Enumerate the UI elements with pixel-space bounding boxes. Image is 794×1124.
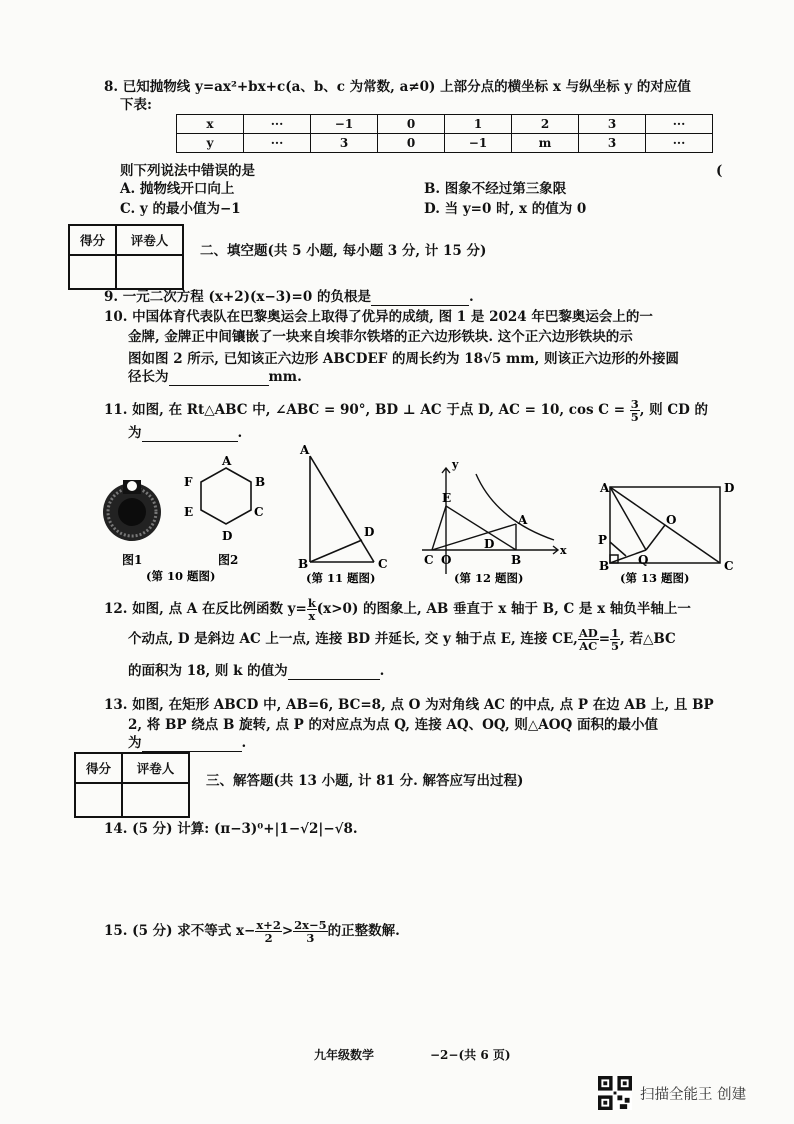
- hexagon-shape: [201, 468, 251, 524]
- grader-cell[interactable]: [116, 255, 183, 289]
- table-cell: 0: [378, 115, 445, 134]
- fig12-label-x: x: [560, 544, 567, 557]
- q11-prefix: 为: [128, 425, 142, 441]
- q9-text: [104, 288, 474, 306]
- q15-stem: 15. (5 分) 求不等式 x−: [104, 923, 256, 939]
- q15-gt: >: [281, 923, 294, 939]
- fig12-label-o: O: [441, 553, 452, 567]
- frac-numerator: k: [307, 596, 316, 610]
- table-cell: x: [177, 115, 244, 134]
- table-cell: −1: [311, 115, 378, 134]
- q13-line3: [128, 734, 246, 752]
- q15-fraction-1: [255, 919, 282, 944]
- qr-code-icon: [598, 1076, 632, 1110]
- q12-stem: 12. 如图, 点 A 在反比例函数 y=: [104, 601, 307, 617]
- fig13-label-c: C: [724, 559, 734, 573]
- q8-stem-line1: 8. 已知抛物线 y=ax²+bx+c(a、b、c 为常数, a≠0) 上部分点的横坐标 x 与纵坐标 y 的对应值: [104, 79, 691, 95]
- frac-numerator: 2x−5: [294, 918, 327, 932]
- hex-label-a: A: [222, 454, 232, 468]
- q12-period: .: [379, 663, 385, 679]
- score-box: [74, 752, 190, 818]
- table-cell: 1: [445, 115, 512, 134]
- q13-line1: 13. 如图, 在矩形 ABCD 中, AB=6, BC=8, 点 O 为对角线 AC 的中点, 点 P 在边 AB 上, 且 BP: [104, 697, 714, 713]
- frac-denominator: 3: [306, 931, 315, 945]
- fig12-label-c: C: [424, 553, 434, 567]
- q12-k-fraction: [307, 597, 317, 622]
- q15-fraction-2: [293, 919, 328, 944]
- fig13-label-b: B: [599, 559, 610, 573]
- table-cell: ···: [646, 134, 713, 153]
- q9-answer-blank[interactable]: [371, 305, 469, 306]
- score-header: 得分: [69, 225, 116, 255]
- q12-answer-blank[interactable]: [288, 679, 380, 680]
- grader-header: 评卷人: [122, 753, 189, 783]
- q12-stem-cont: (x>0) 的图象上, AB 垂直于 x 轴于 B, C 是 x 轴负半轴上一: [316, 601, 691, 617]
- q8-option-d: D. 当 y=0 时, x 的值为 0: [424, 201, 587, 217]
- grader-header: 评卷人: [116, 225, 183, 255]
- footer-page-number: −2−(共 6 页): [430, 1048, 511, 1062]
- q10-line1: 10. 中国体育代表队在巴黎奥运会上取得了优异的成绩, 图 1 是 2024 年巴黎奥运会上的一: [104, 309, 653, 325]
- fig11-label-d: D: [364, 525, 375, 539]
- q11-line1: [104, 396, 708, 424]
- score-cell[interactable]: [75, 783, 122, 817]
- table-row: [177, 115, 713, 134]
- fig11-label-a: A: [300, 443, 310, 457]
- grader-cell[interactable]: [122, 783, 189, 817]
- score-box: [68, 224, 184, 290]
- q12-stem-2-end: , 若△BC: [620, 631, 676, 647]
- footer-subject: 九年级数学: [314, 1048, 375, 1062]
- fig12-label-d: D: [484, 537, 495, 551]
- q12-equals: =: [598, 631, 611, 647]
- q8-option-b: B. 图象不经过第三象限: [424, 181, 567, 197]
- fig13-caption: (第 13 题图): [620, 571, 690, 585]
- table-cell: −1: [445, 134, 512, 153]
- q12-one-fifth-fraction: [610, 627, 620, 652]
- frac-denominator: 5: [630, 410, 639, 424]
- fig12-label-y: y: [452, 458, 459, 471]
- fig13-label-q: Q: [638, 553, 649, 567]
- q9-stem: 9. 一元二次方程 (x+2)(x−3)=0 的负根是: [104, 289, 371, 305]
- q8-answer-paren: (: [716, 163, 723, 179]
- table-cell: ···: [244, 134, 311, 153]
- q12-line3: [128, 662, 384, 680]
- fig1-caption: 图1: [122, 553, 143, 567]
- hex-label-f: F: [184, 475, 193, 489]
- hex-label-d: D: [222, 529, 233, 543]
- table-row: [177, 134, 713, 153]
- q11-stem: 11. 如图, 在 Rt△ABC 中, ∠ABC = 90°, BD ⊥ AC 于点 D, AC = 10, cos C =: [104, 402, 626, 418]
- q15-text: [104, 916, 400, 946]
- q9-period: .: [468, 289, 474, 305]
- fig12-label-e: E: [442, 491, 452, 505]
- fig11-triangle: [310, 456, 374, 562]
- q11-period: .: [237, 425, 243, 441]
- section-2-heading: 二、填空题(共 5 小题, 每小题 3 分, 计 15 分): [200, 243, 487, 259]
- fig12-label-a: A: [518, 513, 528, 527]
- table-cell: 0: [378, 134, 445, 153]
- q8-prompt: 则下列说法中错误的是: [120, 163, 255, 179]
- table-cell: m: [512, 134, 579, 153]
- fig11-label-b: B: [298, 557, 309, 571]
- q15-stem-end: 的正整数解.: [327, 923, 400, 939]
- q10-line3: 图如图 2 所示, 已知该正六边形 ABCDEF 的周长约为 18√5 mm, 则该正六边形的外接圆: [128, 351, 679, 367]
- table-cell: 2: [512, 115, 579, 134]
- table-cell: 3: [579, 134, 646, 153]
- q11-cos-fraction: [630, 398, 640, 423]
- q12-line1: [104, 594, 691, 624]
- score-header: 得分: [75, 753, 122, 783]
- table-cell: 3: [579, 115, 646, 134]
- table-cell: ···: [646, 115, 713, 134]
- q10-unit: mm.: [268, 369, 302, 385]
- fig11-label-c: C: [378, 557, 388, 571]
- q12-ratio-fraction: [578, 627, 599, 652]
- q10-line2: 金牌, 金牌正中间镶嵌了一块来自埃菲尔铁塔的正六边形铁块. 这个正六边形铁块的示: [128, 329, 633, 345]
- fig13-label-p: P: [598, 533, 608, 547]
- q8-stem-line2: 下表:: [120, 97, 152, 113]
- hex-label-b: B: [255, 475, 266, 489]
- frac-denominator: 5: [611, 639, 620, 653]
- q12-stem-2: 个动点, D 是斜边 AC 上一点, 连接 BD 并延长, 交 y 轴于点 E, 连接 CE,: [128, 631, 578, 647]
- table-cell: ···: [244, 115, 311, 134]
- q14-text: 14. (5 分) 计算: (π−3)⁰+|1−√2|−√8.: [104, 821, 358, 837]
- q12-line2: [128, 624, 676, 654]
- frac-denominator: x: [308, 609, 316, 623]
- q10-stem-end: 径长为: [128, 369, 169, 385]
- scanner-watermark: 扫描全能王 创建: [640, 1087, 747, 1103]
- fig13-rectangle: [610, 487, 720, 563]
- fig10-caption: (第 10 题图): [146, 569, 216, 583]
- frac-numerator: x+2: [256, 918, 281, 932]
- section-3-heading: 三、解答题(共 13 小题, 计 81 分. 解答应写出过程): [206, 773, 524, 789]
- q10-line4: [128, 368, 302, 386]
- fig2-caption: 图2: [218, 553, 239, 567]
- table-cell: y: [177, 134, 244, 153]
- figures-row: [96, 440, 768, 590]
- hex-label-c: C: [254, 505, 264, 519]
- score-cell[interactable]: [69, 255, 116, 289]
- fig13-label-a: A: [600, 481, 610, 495]
- frac-denominator: 2: [264, 931, 273, 945]
- q10-answer-blank[interactable]: [169, 385, 269, 386]
- q13-line2: 2, 将 BP 绕点 B 旋转, 点 P 的对应点为点 Q, 连接 AQ、OQ, 则△AOQ 面积的最小值: [128, 717, 658, 733]
- fig12-caption: (第 12 题图): [454, 571, 524, 585]
- q8-option-a: A. 抛物线开口向上: [120, 181, 235, 197]
- table-cell: 3: [311, 134, 378, 153]
- fig11-caption: (第 11 题图): [306, 571, 376, 585]
- q8-option-c: C. y 的最小值为−1: [120, 201, 241, 217]
- fig13-label-d: D: [724, 481, 735, 495]
- frac-numerator: AD: [578, 626, 598, 640]
- q12-stem-3: 的面积为 18, 则 k 的值为: [128, 663, 288, 679]
- fig13-label-o: O: [666, 513, 677, 527]
- frac-denominator: AC: [579, 639, 598, 653]
- q8-value-table: [176, 114, 713, 153]
- q13-period: .: [241, 735, 247, 751]
- frac-numerator: 1: [611, 626, 620, 640]
- gold-medal-image: [103, 480, 161, 541]
- q13-prefix: 为: [128, 735, 142, 751]
- q11-stem-end: , 则 CD 的: [639, 402, 709, 418]
- frac-numerator: 3: [630, 397, 639, 411]
- hex-label-e: E: [184, 505, 194, 519]
- fig12-label-b: B: [511, 553, 522, 567]
